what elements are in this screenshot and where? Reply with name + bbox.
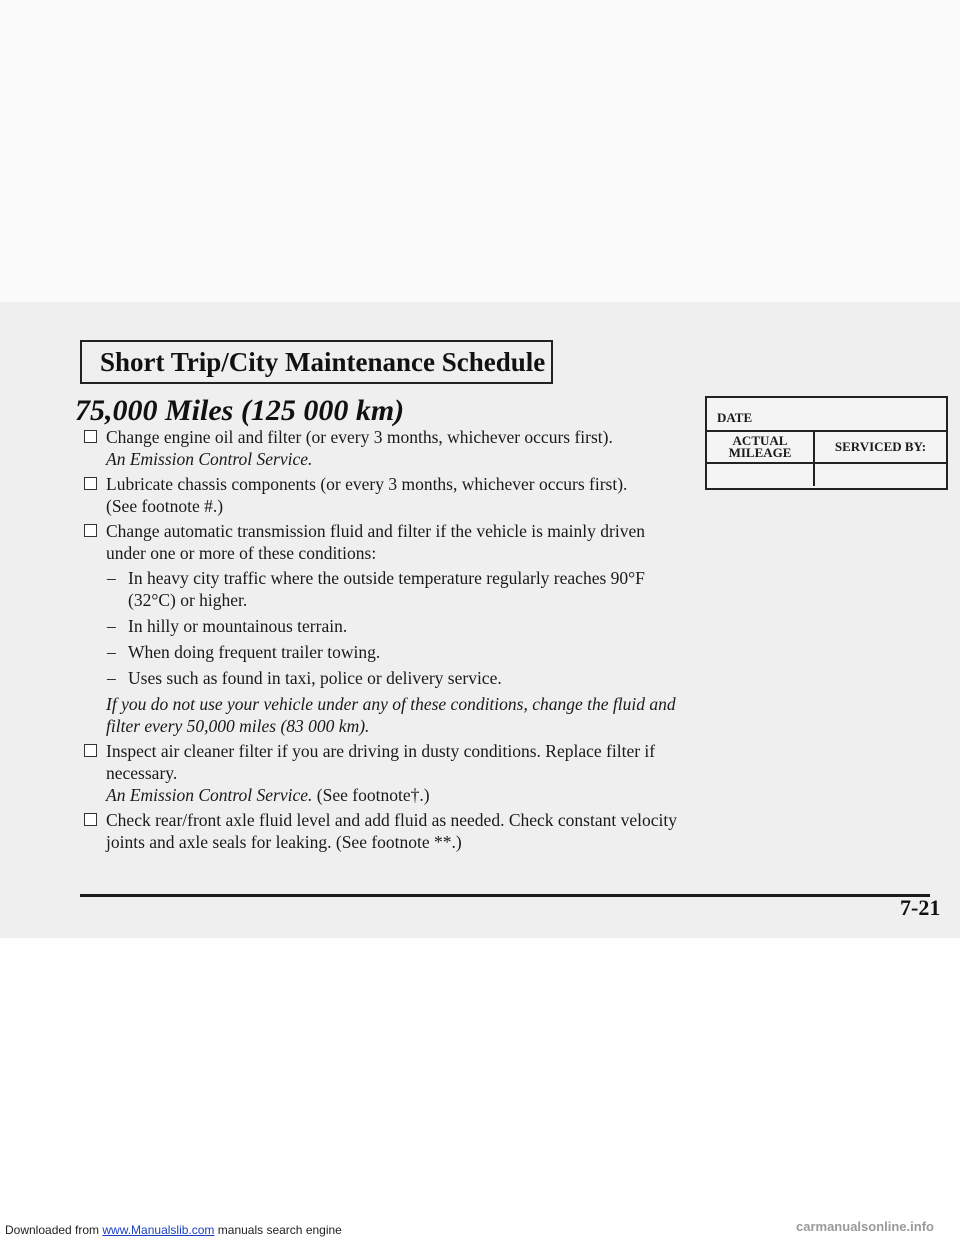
schedule-header-title: Short Trip/City Maintenance Schedule [100, 346, 546, 377]
log-date-label: DATE [707, 398, 946, 432]
dash-bullet-icon: – [107, 642, 116, 662]
page-bottom-margin [0, 938, 960, 1242]
item-note: An Emission Control Service. [106, 449, 313, 469]
dash-bullet-icon: – [107, 668, 116, 688]
condition-item: – Uses such as found in taxi, police or delivery service. [107, 668, 502, 688]
maintenance-list [84, 426, 684, 856]
log-header-row [707, 432, 946, 464]
maintenance-item: Lubricate chassis components (or every 3 months, whichever occurs first). (See footnote #.) [84, 473, 684, 517]
checkbox-icon[interactable] [84, 813, 97, 826]
section-title: 75,000 Miles (125 000 km) [75, 394, 405, 427]
condition-item: – In heavy city traffic where the outside temperature regularly reaches 90°F (32°C) or higher. [107, 568, 645, 610]
service-log-table [705, 396, 948, 490]
page-divider [80, 894, 930, 897]
page-top-margin [0, 0, 960, 302]
checkbox-icon[interactable] [84, 524, 97, 537]
checkbox-icon[interactable] [84, 744, 97, 757]
log-serviced-by-header: SERVICED BY: [834, 439, 927, 454]
maintenance-item: Change engine oil and filter (or every 3 months, whichever occurs first). An Emission Control Service. [84, 426, 684, 470]
page-number: 7-21 [900, 895, 941, 920]
condition-item: – In hilly or mountainous terrain. [107, 616, 348, 636]
schedule-header [80, 340, 553, 384]
maintenance-item: Check rear/front axle fluid level and add fluid as needed. Check constant velocity joints and axle seals for leaking. (See footnote **.) [84, 809, 684, 853]
conditions-note: If you do not use your vehicle under any of these conditions, change the fluid and filter every 50,000 miles (83 000 km). [106, 694, 676, 736]
log-mileage-header: ACTUAL MILEAGE [707, 432, 815, 462]
log-entry-row [707, 464, 946, 488]
log-mileage-cell[interactable] [707, 464, 815, 486]
dash-bullet-icon: – [107, 616, 116, 636]
maintenance-item: Inspect air cleaner filter if you are driving in dusty conditions. Replace filter if necessary. An Emission Control Service. (See footnote†.) [84, 740, 684, 806]
checkbox-icon[interactable] [84, 477, 97, 490]
maintenance-item: Change automatic transmission fluid and filter if the vehicle is mainly driven under one or more of these conditions: [84, 520, 684, 564]
download-footer: Downloaded from www.Manualslib.com manuals search engine [5, 1223, 342, 1237]
checkbox-icon[interactable] [84, 430, 97, 443]
site-watermark: carmanualsonline.info [796, 1219, 934, 1234]
dash-bullet-icon: – [107, 568, 116, 588]
log-serviced-by-cell[interactable] [815, 464, 946, 486]
condition-item: – When doing frequent trailer towing. [107, 642, 381, 662]
manualslib-link[interactable]: www.Manualslib.com [102, 1223, 215, 1237]
item-note: An Emission Control Service. [106, 785, 313, 805]
